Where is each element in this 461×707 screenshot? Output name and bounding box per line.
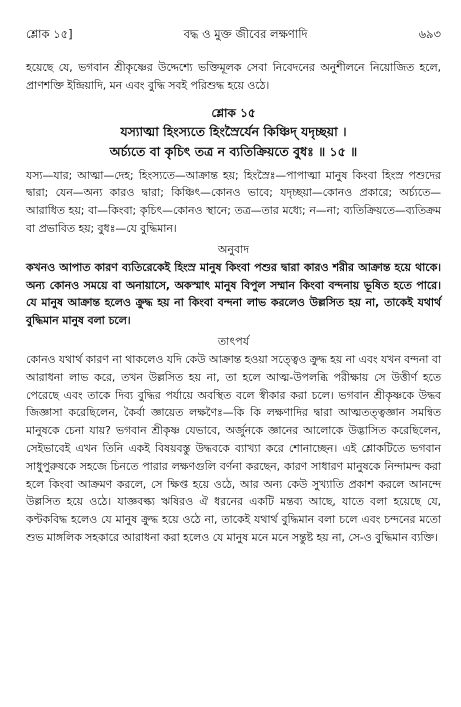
- verse-line-1: যস্যাত্মা হিংস্যতে হিংস্রৈর্যেন কিঞ্চিদ্ যদৃচ্ছয়া ।: [120, 123, 347, 139]
- translation-heading: অনুবাদ: [217, 242, 250, 256]
- verse-heading: শ্লোক ১৫: [211, 105, 256, 120]
- purport-heading: তাৎপর্য: [217, 334, 250, 348]
- verse-line-2: অর্চ্যতে বা কৃচিৎ তত্র ন ব্যতিক্রিয়তে বুধঃ ॥ ১৫ ॥: [109, 143, 358, 159]
- synonyms-paragraph: যস্য—যার; আত্মা—দেহ; হিংস্যতে—আক্রান্ত হয়; হিংস্রৈঃ—পাপাত্মা মানুষ কিংবা হিংস্র পশুদের দ্বারা; যেন—অন্য কারও দ্বারা; কিঞ্চিৎ—কোনও ভাবে; যদৃচ্ছয়া—কোনও প্রকারে; অর্চ্যতে—আরাধিত হয়; বা—কিংবা; কৃচিৎ—কোনও স্থানে; তত্র—তার মধ্যে; ন—না; ব্যতিক্রিয়তে—ব্যতিক্রম বা প্রভাবিত হয়; বুধঃ—যে বুদ্ধিমান।: [26, 168, 441, 235]
- running-header: [26, 26, 441, 45]
- purport-paragraph: কোনও যথার্থ কারণ না থাকলেও যদি কেউ আক্রান্ত হওয়া সত্ত্বেও ক্রুদ্ধ হয় না এবং যখন বন্দনা বা আরাধনা লাভ করে, তখন উল্লসিত হয় না, তা হলে আত্ম-উপলব্ধি পরীক্ষায় সে উত্তীর্ণ হতে পেরেছে এবং তাকে দিব্য বুদ্ধির পর্যায়ে অবস্থিত বলে স্বীকার করা চলে। ভগবান শ্রীকৃষ্ণকে উদ্ধব জিজ্ঞাসা করেছিলেন, কৈর্বা জ্ঞায়েত লক্ষণৈঃ—কি কি লক্ষণাদির দ্বারা আত্মতত্ত্বজ্ঞান সমন্বিত মানুষকে চেনা যায়? ভগবান শ্রীকৃষ্ণ যেভাবে, অর্জুনকে জ্ঞানের আলোকে উদ্ভাসিত করেছিলেন, সেইভাবেই এখন তিনি একই বিষয়বস্তু উদ্ধবকে ব্যাখ্যা করে শোনাচ্ছেন। এই শ্লোকটিতে ভগবান সাধুপুরুষকে সহজে চিনতে পারার লক্ষণগুলি বর্ণনা করছেন, কারণ সাধারণ মানুষকে নিন্দামন্দ করা হলে কিংবা আক্রমণ করলে, সে ক্ষিপ্ত হয়ে ওঠে, আর অন্য কেউ সুখ্যাতি প্রকাশ করলে আনন্দে উল্লসিত হয়ে ওঠে। যাজ্ঞবল্ক্য ঋষিরও ঐ ধরনের একটি মন্তব্য আছে, যাতে বলা হয়েছে যে, কণ্টকবিদ্ধ হলেও যে মানুষ ক্রুদ্ধ হয়ে ওঠে না, তাকেই যথার্থ বুদ্ধিমান বলা চলে এবং চন্দনের মতো শুভ মাঙ্গলিক সহকারে আরাধনা করা হলেও যে মানুষ মনে মনে সন্তুষ্ট হয় না, সে-ও বুদ্ধিমান ব্যক্তি।: [26, 352, 441, 544]
- translation-paragraph: কখনও আপাত কারণ ব্যতিরেকেই হিংস্র মানুষ কিংবা পশুর দ্বারা কারও শরীর আক্রান্ত হয়ে থাকে। অন্য কোনও সময়ে বা অনায়াসে, অকস্মাৎ মানুষ বিপুল সম্মান কিংবা বন্দনায় ভূষিত হতে পারে। যে মানুষ আক্রান্ত হলেও ক্রুদ্ধ হয় না কিংবা বন্দনা লাভ করলেও উল্লসিত হয় না, তাকেই যথার্থ বুদ্ধিমান মানুষ বলা চলে।: [26, 260, 441, 328]
- header-verse-ref: শ্লোক ১৫]: [26, 27, 73, 41]
- header-chapter-title: বদ্ধ ও মুক্ত জীবের লক্ষণাদি: [183, 27, 308, 41]
- page-number: ৬৯৩: [418, 27, 441, 41]
- intro-paragraph: হয়েছে যে, ভগবান শ্রীকৃষ্ণের উদ্দেশ্যে ভক্তিমূলক সেবা নিবেদনের অনুশীলনে নিয়োজিত হলে, প্রাণশক্তি ইন্দ্রিয়াদি, মন এবং বুদ্ধি সবই পরিশুদ্ধ হয়ে ওঠে।: [26, 61, 441, 92]
